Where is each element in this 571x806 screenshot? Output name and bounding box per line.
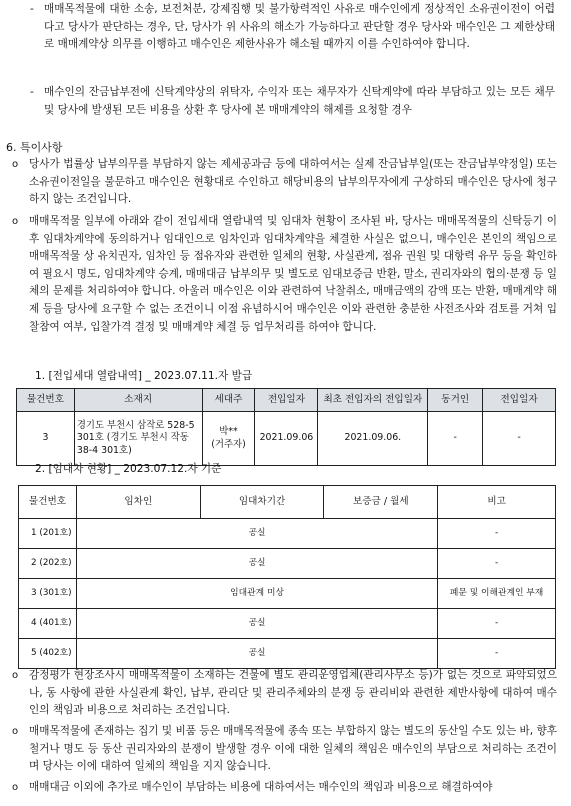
householder-status: (거주자) — [211, 438, 246, 450]
bullet-marker: - — [30, 3, 34, 15]
column-header: 물건번호 — [19, 486, 77, 519]
bullet-marker: o — [12, 670, 19, 681]
bullet-text: 매매목적물에 대한 소송, 보전처분, 강제집행 및 불가항력적인 사유로 매수인에게 정상적인 소유권이전이 어렵다고 당사가 판단하는 경우, 단, 당사가 위 사유의 해소가 가능하다고 판단할 경우 당사와 매수인은 그 제한상태로 매매계약상 의무를 이행하고 매수인은 제한사유가 해소될 때까지 이를 수인하여야 합니다. — [44, 3, 555, 51]
lease-status-table — [18, 485, 556, 669]
cell-item-no: 2 (202호) — [19, 549, 77, 579]
bullet-item — [30, 84, 555, 119]
cell-status: 공실 — [76, 639, 437, 669]
cell-status: 공실 — [76, 609, 437, 639]
table-caption: 2. [임대차 현황] _ 2023.07.12.자 기준 — [35, 463, 222, 475]
cell-note: - — [438, 519, 556, 549]
bullet-text: 매매목적물에 존재하는 집기 및 비품 등은 매매목적물에 종속 또는 부합하지 않는 별도의 동산일 수도 있는 바, 향후 철거나 명도 등 동산 권리자와의 분쟁이 발생할 경우 이에 대한 일체의 책임은 매수인의 부담으로 처리하는 조건이며 당사는 이에 대하여 일체의 책임을 지지 않습니다. — [29, 725, 557, 773]
bullet-text: 당사가 법률상 납부의무를 부담하지 않는 제세공과금 등에 대하여서는 실제 잔금납부일(또는 잔금납부약정일) 또는 소유권이전일을 불문하고 매수인은 현황대로 수인하고 해당비용의 납부의무자에게 구상하되 매수인은 당사에 청구하지 않는 조건입니다. — [29, 158, 557, 206]
column-header: 소재지 — [74, 389, 202, 412]
column-header: 전입일자 — [255, 389, 318, 412]
bullet-item — [12, 667, 557, 720]
cell-note: - — [438, 549, 556, 579]
bullet-marker: o — [12, 726, 19, 737]
cell-note: - — [438, 639, 556, 669]
column-header: 임차인 — [76, 486, 200, 519]
table-header-row — [19, 486, 556, 519]
bullet-marker: - — [30, 86, 34, 98]
cell-cohabitant: - — [428, 412, 483, 466]
bullet-marker: o — [12, 159, 19, 170]
bullet-item — [12, 723, 557, 776]
cell-item-no: 3 — [17, 412, 75, 466]
table-row — [19, 579, 556, 609]
cell-item-no: 5 (402호) — [19, 639, 77, 669]
cell-item-no: 3 (301호) — [19, 579, 77, 609]
cell-item-no: 4 (401호) — [19, 609, 77, 639]
householder-name: 박** — [219, 426, 238, 437]
bullet-text: 매수인의 잔금납부전에 신탁계약상의 위탁자, 수익자 또는 채무자가 신탁계약에 따라 부담하고 있는 모든 채무 및 당사에 발생된 모든 비용을 상환 후 당사에 본 매매계약의 해제를 요청할 경우 — [44, 86, 555, 116]
table-row — [17, 412, 556, 466]
cell-move-in-date: 2021.09.06 — [255, 412, 318, 466]
cell-note: - — [438, 609, 556, 639]
table-header-row — [17, 389, 556, 412]
column-header: 비고 — [438, 486, 556, 519]
table-row — [19, 519, 556, 549]
move-in-household-table — [16, 388, 556, 466]
cell-cohabitant-date: - — [483, 412, 556, 466]
cell-householder — [202, 412, 255, 466]
bullet-marker: o — [12, 782, 19, 793]
cell-status: 임대관계 미상 — [76, 579, 437, 609]
table-row — [19, 549, 556, 579]
bullet-item — [12, 156, 557, 209]
cell-status: 공실 — [76, 549, 437, 579]
column-header: 임대차기간 — [200, 486, 324, 519]
column-header: 최초 전입자의 전입일자 — [318, 389, 428, 412]
section-title: 6. 특이사항 — [6, 141, 63, 154]
cell-address: 경기도 부천시 삼작로 528-5 301호 (경기도 부천시 작동 38-4 301호) — [74, 412, 202, 466]
column-header: 물건번호 — [17, 389, 75, 412]
table-row — [19, 639, 556, 669]
column-header: 세대주 — [202, 389, 255, 412]
table-caption: 1. [전입세대 열람내역] _ 2023.07.11.자 발급 — [35, 370, 253, 382]
column-header: 보증금 / 월세 — [324, 486, 438, 519]
bullet-marker: o — [12, 216, 19, 227]
cell-note: 폐문 및 이해관계인 부재 — [438, 579, 556, 609]
column-header: 동거인 — [428, 389, 483, 412]
column-header: 전입일자 — [483, 389, 556, 412]
table-row — [19, 609, 556, 639]
bullet-text: 매매대금 이외에 추가로 매수인이 부담하는 비용에 대하여서는 매수인의 책임과 비용으로 해결하여야 — [29, 781, 493, 793]
bullet-item — [12, 779, 557, 797]
cell-first-move-in-date: 2021.09.06. — [318, 412, 428, 466]
bullet-text: 감정평가 현장조사시 매매목적물이 소재하는 건물에 별도 관리운영업체(관리사무소 등)가 없는 것으로 파악되었으나, 동 사항에 관한 사실관계 확인, 납부, 관리단 및 관리주체와의 분쟁 등 관리비와 관련한 제반사항에 대하여 매수인의 책임과 비용으로 처리하는 조건입니다. — [29, 669, 557, 717]
bullet-item — [30, 1, 555, 54]
cell-item-no: 1 (201호) — [19, 519, 77, 549]
bullet-text: 매매목적물 일부에 아래와 같이 전입세대 열람내역 및 임대차 현황이 조사된 바, 당사는 매매목적물의 신탁등기 이후 임대차계약에 동의하거나 임대인으로 임차인과 임대차계약을 체결한 사실은 없으니, 매수인은 본인의 책임으로 매매목적물 상 유치권자, 임차인 등 점유자와 관련한 일체의 현황, 사실관계, 점유 권원 및 대항력 유무 등을 확인하여 필요시 명도, 임대차계약 승계, 매매대금 납부의무 및 별도로 임대보증금 반환, 말소, 권리자와의 협의·분쟁 등 일체의 문제를 처리하여야 합니다. 아울러 매수인은 이와 관련하여 낙찰취소, 매매금액의 감액 또는 반환, 매매계약 해제 등을 당사에 요구할 수 없는 조건이니 이점 유념하시어 매수인은 이와 관련한 충분한 사전조사와 검토를 거쳐 입찰참여 여부, 입찰가격 결정 및 매매계약 체결 등 업무처리를 하여야 합니다. — [29, 215, 557, 333]
cell-status: 공실 — [76, 519, 437, 549]
bullet-item — [12, 213, 557, 336]
